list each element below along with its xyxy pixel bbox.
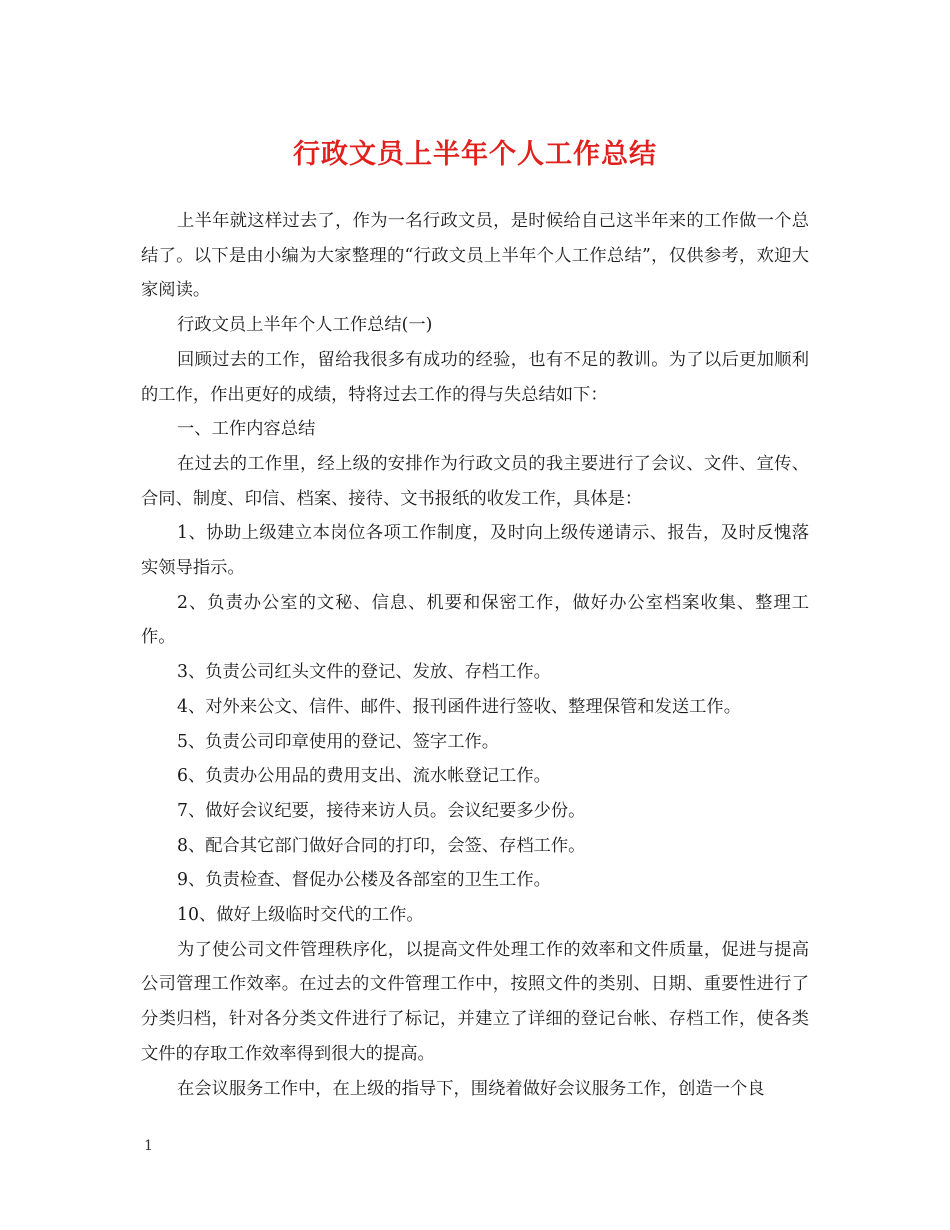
paragraph-intro: 上半年就这样过去了，作为一名行政文员，是时候给自己这半年来的工作做一个总结了。以下是由小编为大家整理的“行政文员上半年个人工作总结”，仅供参考，欢迎大家阅读。 (141, 211, 809, 301)
page-number: 1 (144, 1138, 153, 1154)
paragraph-work-overview: 在过去的工作里，经上级的安排作为行政文员的我主要进行了会议、文件、宣传、合同、制度、印信、档案、接待、文书报纸的收发工作，具体是： (141, 453, 809, 509)
list-item-1: 1、协助上级建立本岗位各项工作制度，及时向上级传递请示、报告，及时反愧落实领导指示。 (141, 523, 809, 579)
document-body (141, 204, 809, 1106)
list-item-8: 8、配合其它部门做好合同的打印，会签、存档工作。 (177, 835, 586, 856)
paragraph-file-management: 为了使公司文件管理秩序化，以提高文件处理工作的效率和文件质量，促进与提高公司管理工作效率。在过去的文件管理工作中，按照文件的类别、日期、重要性进行了分类归档，针对各分类文件进行了标记，并建立了详细的登记台帐、存档工作，使各类文件的存取工作效率得到很大的提高。 (141, 939, 809, 1064)
list-item-5: 5、负责公司印章使用的登记、签字工作。 (177, 731, 500, 752)
list-item-10: 10、做好上级临时交代的工作。 (177, 905, 424, 926)
section-heading-work-content: 一、工作内容总结 (177, 419, 316, 440)
paragraph-meeting-service: 在会议服务工作中，在上级的指导下，围绕着做好会议服务工作，创造一个良 (177, 1078, 765, 1099)
list-item-4: 4、对外来公文、信件、邮件、报刊函件进行签收、整理保管和发送工作。 (177, 696, 741, 717)
list-item-2: 2、负责办公室的文秘、信息、机要和保密工作，做好办公室档案收集、整理工作。 (141, 592, 809, 648)
section-heading-summary-one: 行政文员上半年个人工作总结(一) (177, 315, 433, 336)
list-item-3: 3、负责公司红头文件的登记、发放、存档工作。 (177, 662, 551, 683)
list-item-7: 7、做好会议纪要，接待来访人员。会议纪要多少份。 (177, 800, 586, 821)
paragraph-review: 回顾过去的工作，留给我很多有成功的经验，也有不足的教训。为了以后更加顺利的工作，作出更好的成绩，特将过去工作的得与失总结如下： (141, 349, 809, 405)
list-item-6: 6、负责办公用品的费用支出、流水帐登记工作。 (177, 766, 551, 787)
list-item-9: 9、负责检查、督促办公楼及各部室的卫生工作。 (177, 870, 551, 891)
document-title: 行政文员上半年个人工作总结 (293, 139, 657, 170)
